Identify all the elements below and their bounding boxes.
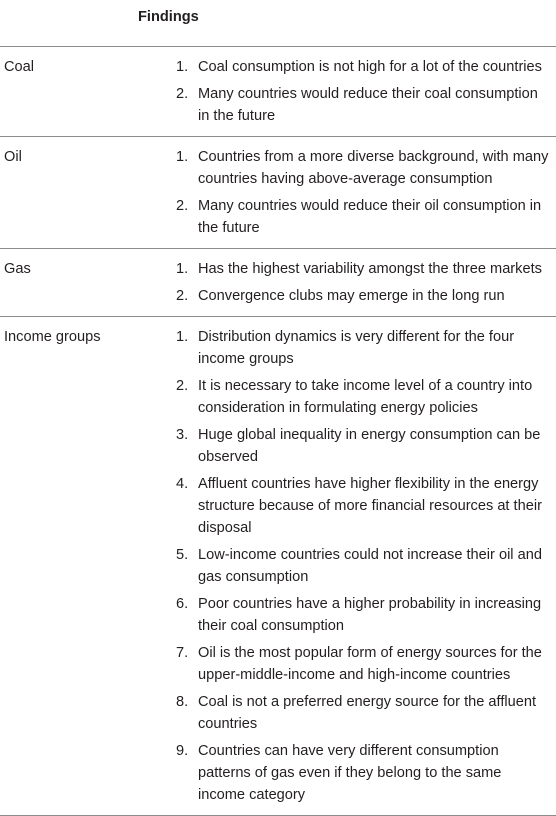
findings-column-header: Findings xyxy=(138,9,199,25)
list-item xyxy=(176,146,550,190)
list-item xyxy=(176,56,550,78)
list-item xyxy=(176,691,550,735)
item-text: Convergence clubs may emerge in the long run xyxy=(198,288,505,304)
category-cell: Coal xyxy=(4,59,35,75)
list-item xyxy=(176,195,550,239)
table-row xyxy=(0,317,556,816)
table-row xyxy=(0,249,556,317)
item-text: Countries can have very different consumption patterns of gas even if they belong to the same income category xyxy=(198,743,502,803)
item-text: Oil is the most popular form of energy sources for the upper-middle-income and high-income countries xyxy=(198,645,542,683)
item-number: 2. xyxy=(176,378,189,394)
findings-list xyxy=(136,47,556,136)
item-text: Coal consumption is not high for a lot of the countries xyxy=(198,59,542,75)
item-number: 4. xyxy=(176,476,189,492)
item-number: 2. xyxy=(176,86,189,102)
item-number: 1. xyxy=(176,261,189,277)
list-item xyxy=(176,326,550,370)
item-number: 2. xyxy=(176,288,189,304)
item-text: Countries from a more diverse background, with many countries having above-average consumption xyxy=(198,149,549,187)
item-number: 1. xyxy=(176,149,189,165)
item-text: Poor countries have a higher probability in increasing their coal consumption xyxy=(198,596,542,634)
item-text: Affluent countries have higher flexibility in the energy structure because of more financial resources at their disposal xyxy=(198,476,542,536)
list-item xyxy=(176,424,550,468)
list-item xyxy=(176,83,550,127)
table-row xyxy=(0,137,556,249)
list-item xyxy=(176,375,550,419)
item-number: 5. xyxy=(176,547,189,563)
list-item xyxy=(176,593,550,637)
item-text: Low-income countries could not increase their oil and gas consumption xyxy=(198,547,542,585)
item-text: Huge global inequality in energy consumption can be observed xyxy=(198,427,541,465)
category-cell: Oil xyxy=(4,149,22,165)
item-number: 1. xyxy=(176,329,189,345)
table-row xyxy=(0,47,556,137)
list-item xyxy=(176,258,550,280)
findings-list xyxy=(136,249,556,316)
item-text: Has the highest variability amongst the three markets xyxy=(198,261,542,277)
item-text: Many countries would reduce their oil consumption in the future xyxy=(198,198,542,236)
category-cell: Income groups xyxy=(4,329,101,345)
list-item xyxy=(176,740,550,806)
item-text: Coal is not a preferred energy source for the affluent countries xyxy=(198,694,537,732)
item-text: Distribution dynamics is very different for the four income groups xyxy=(198,329,515,367)
item-number: 9. xyxy=(176,743,189,759)
list-item xyxy=(176,285,550,307)
item-number: 3. xyxy=(176,427,189,443)
item-number: 2. xyxy=(176,198,189,214)
item-number: 1. xyxy=(176,59,189,75)
list-item xyxy=(176,544,550,588)
item-number: 7. xyxy=(176,645,189,661)
item-text: It is necessary to take income level of a country into consideration in formulating energy policies xyxy=(198,378,533,416)
findings-list xyxy=(136,137,556,248)
list-item xyxy=(176,473,550,539)
category-cell: Gas xyxy=(4,261,31,277)
list-item xyxy=(176,642,550,686)
table-header xyxy=(0,0,556,47)
item-number: 8. xyxy=(176,694,189,710)
findings-list xyxy=(136,317,556,815)
item-text: Many countries would reduce their coal consumption in the future xyxy=(198,86,538,124)
item-number: 6. xyxy=(176,596,189,612)
